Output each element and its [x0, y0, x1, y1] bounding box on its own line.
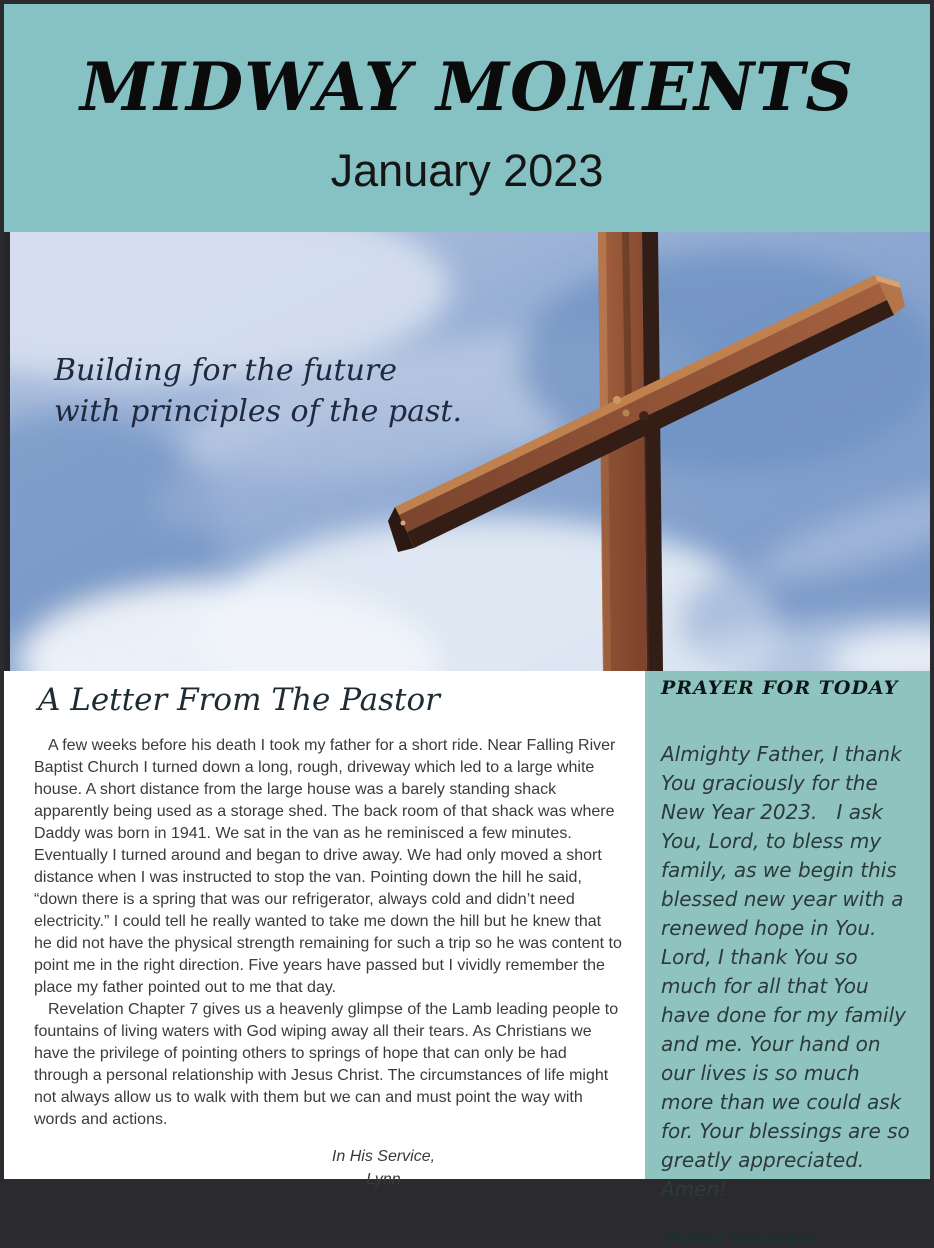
- prayer-attribution: (Author Unknown): [661, 1229, 817, 1247]
- prayer-sidebar: [645, 671, 930, 1247]
- letter-signature: [89, 1145, 678, 1191]
- issue-date: January 2023: [330, 145, 604, 196]
- prayer-heading: PRAYER FOR TODAY: [661, 677, 899, 699]
- masthead: [4, 4, 930, 232]
- content-row: [4, 671, 930, 1247]
- cross-photo: [10, 232, 930, 671]
- prayer-text: Almighty Father, I thank You graciously for the New Year 2023. I ask You, Lord, to bless my family, as we begin this blessed new year with a renewed hope in You. Lord, I thank You so much for all that You have done for my family and me. Your hand on our lives is so much more than we could ask for. Your blessings are so greatly appreciated. Amen!: [661, 742, 917, 1201]
- hero-caption-line1: Building for the future: [54, 353, 398, 388]
- hero-caption: [54, 350, 462, 432]
- hero-photo-section: [4, 232, 930, 671]
- letter-body: [34, 735, 623, 1131]
- letter-heading: A Letter From The Pastor: [38, 682, 440, 718]
- sky-background: [10, 232, 930, 671]
- pastor-letter-section: [4, 671, 645, 1188]
- signature-closing: In His Service,: [331, 1147, 436, 1165]
- newsletter-page: [4, 4, 930, 1247]
- letter-paragraph-2: Revelation Chapter 7 gives us a heavenly glimpse of the Lamb leading people to fountains of living waters with God wiping away all their tears. As Christians we have the privilege of pointing others to springs of hope that can only be had through a personal relationship with Jesus Christ. The circumstances of life might not always allow us to walk with them but we can and must point the way with words and actions.: [34, 1000, 619, 1128]
- letter-paragraph-1: A few weeks before his death I took my father for a short ride. Near Falling River Baptist Church I turned down a long, rough, driveway which led to a large white house. A short distance from the large house was a barely standing shack apparently being used as a storage shed. The back room of that shack was where Daddy was born in 1941. We sat in the van as he reminisced a few minutes. Eventually I turned around and began to drive away. We had only moved a short distance when I was instructed to stop the van. Pointing down the hill he said, “down there is a spring that was our refrigerator, always cold and didn’t need electricity.” I could tell he really wanted to take me down the hill but he knew that he did not have the physical strength remaining for such a trip so he was content to point me in the right direction. Five years have passed but I vividly remember the place my father pointed out to me that day.: [34, 736, 622, 996]
- signature-name: Lynn: [366, 1170, 401, 1188]
- hero-caption-line2: with principles of the past.: [54, 394, 462, 429]
- newsletter-title: MIDWAY MOMENTS: [79, 48, 855, 126]
